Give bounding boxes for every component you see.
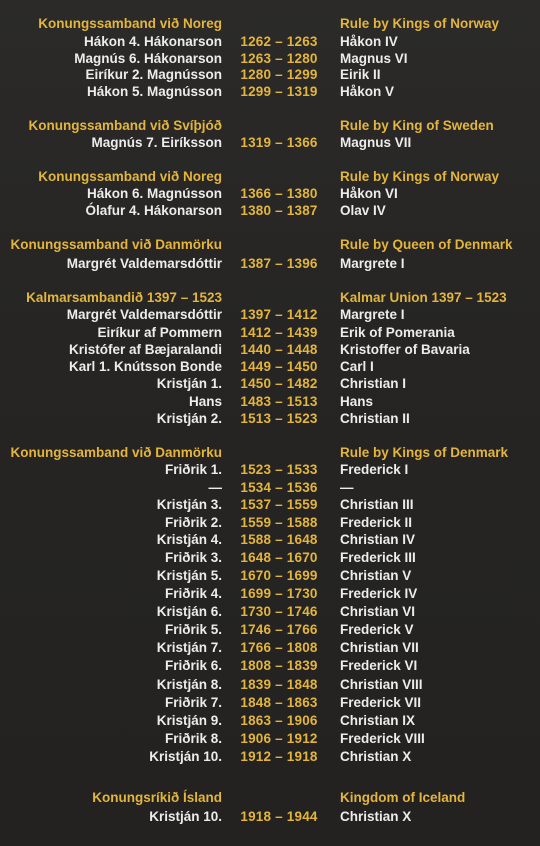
reign-years: 1387 – 1396 <box>240 256 318 271</box>
reign-years: 1483 – 1513 <box>240 394 318 409</box>
reign-years: 1808 – 1839 <box>240 658 318 673</box>
icelandic-name: Ólafur 4. Hákonarson <box>85 203 222 218</box>
monarch-row <box>0 186 540 204</box>
monarch-row <box>0 84 540 102</box>
reign-years: 1380 – 1387 <box>240 203 318 218</box>
english-name: Christian V <box>340 568 412 583</box>
reign-years: 1670 – 1699 <box>240 568 318 583</box>
monarch-row <box>0 342 540 360</box>
icelandic-name: Eiríkur 2. Magnússon <box>85 67 222 82</box>
english-name: Frederick VI <box>340 658 418 673</box>
section-title-icelandic: Konungssamband við Noreg <box>38 169 222 184</box>
english-name: Christian VIII <box>340 677 423 692</box>
english-name: Håkon V <box>340 84 395 99</box>
reign-years: 1863 – 1906 <box>240 713 318 728</box>
icelandic-name: Hákon 5. Magnússon <box>86 84 222 99</box>
english-name: Carl I <box>340 359 374 374</box>
english-name: Christian X <box>340 749 412 764</box>
english-name: Frederick II <box>340 515 413 530</box>
english-name: Christian VI <box>340 604 416 619</box>
monarch-row <box>0 695 540 713</box>
icelandic-name: Kristján 4. <box>156 532 222 547</box>
monarch-row <box>0 480 540 498</box>
english-name: Margrete I <box>340 256 405 271</box>
section-header <box>0 16 540 34</box>
english-name: Erik of Pomerania <box>340 325 455 340</box>
icelandic-name: Kristján 8. <box>156 677 222 692</box>
icelandic-name: Karl 1. Knútsson Bonde <box>68 359 222 374</box>
reign-years: 1449 – 1450 <box>240 359 318 374</box>
section-title-english: Rule by Queen of Denmark <box>340 237 513 252</box>
icelandic-name: Friðrik 4. <box>164 586 222 601</box>
reign-years: 1366 – 1380 <box>240 186 318 201</box>
monarch-row <box>0 359 540 377</box>
english-name: Christian III <box>340 497 414 512</box>
icelandic-name: Kristján 1. <box>156 376 222 391</box>
monarch-row <box>0 307 540 325</box>
icelandic-name: Margrét Valdemarsdóttir <box>66 307 222 322</box>
section-title-icelandic: Kalmarsambandið 1397 – 1523 <box>26 290 222 305</box>
reign-years: 1559 – 1588 <box>240 515 318 530</box>
section-title-english: Kingdom of Iceland <box>340 790 466 805</box>
icelandic-name: Kristján 3. <box>156 497 222 512</box>
monarch-row <box>0 640 540 658</box>
reign-years: 1534 – 1536 <box>240 480 318 495</box>
english-name: Eirik II <box>340 67 381 82</box>
monarch-row <box>0 550 540 568</box>
section-title-english: Rule by Kings of Norway <box>340 16 500 31</box>
monarch-row <box>0 411 540 429</box>
reign-years: 1412 – 1439 <box>240 325 318 340</box>
icelandic-name: Hans <box>188 394 222 409</box>
monarch-row <box>0 586 540 604</box>
section-title-icelandic: Konungssamband við Danmörku <box>10 445 222 460</box>
section-title-english: Rule by Kings of Norway <box>340 169 500 184</box>
english-name: Frederick V <box>340 622 414 637</box>
section-title-english: Rule by Kings of Denmark <box>340 445 509 460</box>
reign-years: 1648 – 1670 <box>240 550 318 565</box>
english-name: Christian VII <box>340 640 419 655</box>
icelandic-name: Kristófer af Bæjaralandi <box>68 342 222 357</box>
icelandic-name: Kristján 6. <box>156 604 222 619</box>
english-name: — <box>340 480 354 495</box>
reign-years: 1537 – 1559 <box>240 497 318 512</box>
english-name: Margrete I <box>340 307 405 322</box>
english-name: Christian I <box>340 376 407 391</box>
monarch-row <box>0 462 540 480</box>
icelandic-name: Kristján 10. <box>149 809 222 824</box>
monarch-row <box>0 135 540 153</box>
icelandic-name: Friðrik 7. <box>164 695 222 710</box>
monarch-row <box>0 532 540 550</box>
icelandic-name: — <box>208 480 222 495</box>
icelandic-name: Friðrik 2. <box>164 515 222 530</box>
monarch-row <box>0 34 540 52</box>
monarch-row <box>0 256 540 274</box>
english-name: Kristoffer of Bavaria <box>340 342 470 357</box>
reign-years: 1299 – 1319 <box>240 84 318 99</box>
english-name: Frederick IV <box>340 586 418 601</box>
monarch-row <box>0 677 540 695</box>
english-name: Frederick III <box>340 550 416 565</box>
icelandic-name: Hákon 6. Magnússon <box>86 186 222 201</box>
english-name: Magnus VI <box>340 51 408 66</box>
reign-years: 1746 – 1766 <box>240 622 318 637</box>
reign-years: 1912 – 1918 <box>240 749 318 764</box>
icelandic-name: Hákon 4. Hákonarson <box>83 34 222 49</box>
monarch-row <box>0 749 540 767</box>
reign-years: 1848 – 1863 <box>240 695 318 710</box>
section-title-icelandic: Konungssamband við Noreg <box>38 16 222 31</box>
icelandic-name: Friðrik 8. <box>164 731 222 746</box>
icelandic-name: Friðrik 1. <box>164 462 222 477</box>
monarch-row <box>0 325 540 343</box>
icelandic-name: Magnús 7. Eiríksson <box>91 135 222 150</box>
reign-years: 1730 – 1746 <box>240 604 318 619</box>
reign-years: 1839 – 1848 <box>240 677 318 692</box>
monarch-row <box>0 203 540 221</box>
monarch-row <box>0 497 540 515</box>
section-title-icelandic: Konungssamband við Danmörku <box>10 237 222 252</box>
monarch-row <box>0 809 540 827</box>
monarch-row <box>0 604 540 622</box>
reign-years: 1523 – 1533 <box>240 462 318 477</box>
icelandic-name: Magnús 6. Hákonarson <box>74 51 222 66</box>
monarch-row <box>0 731 540 749</box>
english-name: Christian X <box>340 809 412 824</box>
reign-years: 1450 – 1482 <box>240 376 318 391</box>
reign-years: 1906 – 1912 <box>240 731 318 746</box>
english-name: Frederick I <box>340 462 409 477</box>
icelandic-name: Friðrik 6. <box>164 658 222 673</box>
section-header <box>0 118 540 136</box>
english-name: Håkon VI <box>340 186 398 201</box>
monarch-row <box>0 67 540 85</box>
reign-years: 1263 – 1280 <box>240 51 318 66</box>
monarch-row <box>0 622 540 640</box>
english-name: Frederick VIII <box>340 731 425 746</box>
monarch-row <box>0 568 540 586</box>
english-name: Håkon IV <box>340 34 398 49</box>
english-name: Olav IV <box>340 203 386 218</box>
section-title-icelandic: Konungssamband við Svíþjóð <box>28 118 222 133</box>
section-header <box>0 290 540 308</box>
section-header <box>0 445 540 463</box>
monarch-row <box>0 515 540 533</box>
section-header <box>0 790 540 808</box>
icelandic-name: Kristján 9. <box>156 713 222 728</box>
english-name: Christian IV <box>340 532 416 547</box>
icelandic-name: Kristján 5. <box>156 568 222 583</box>
reign-years: 1262 – 1263 <box>240 34 318 49</box>
english-name: Magnus VII <box>340 135 412 150</box>
english-name: Hans <box>340 394 374 409</box>
english-name: Christian II <box>340 411 410 426</box>
icelandic-name: Eiríkur af Pommern <box>97 325 222 340</box>
english-name: Christian IX <box>340 713 416 728</box>
reign-years: 1319 – 1366 <box>240 135 318 150</box>
reign-years: 1588 – 1648 <box>240 532 318 547</box>
english-name: Frederick VII <box>340 695 422 710</box>
reign-years: 1440 – 1448 <box>240 342 318 357</box>
section-title-english: Rule by King of Sweden <box>340 118 494 133</box>
monarch-row <box>0 713 540 731</box>
reign-years: 1513 – 1523 <box>240 411 318 426</box>
icelandic-name: Margrét Valdemarsdóttir <box>66 256 222 271</box>
reign-years: 1280 – 1299 <box>240 67 318 82</box>
section-title-icelandic: Konungsríkið Ísland <box>92 790 222 805</box>
icelandic-name: Kristján 10. <box>149 749 222 764</box>
reign-years: 1766 – 1808 <box>240 640 318 655</box>
icelandic-name: Kristján 7. <box>156 640 222 655</box>
reign-years: 1918 – 1944 <box>240 809 318 824</box>
reign-years: 1397 – 1412 <box>240 307 318 322</box>
section-title-english: Kalmar Union 1397 – 1523 <box>340 290 507 305</box>
monarch-row <box>0 394 540 412</box>
reign-years: 1699 – 1730 <box>240 586 318 601</box>
icelandic-name: Friðrik 3. <box>164 550 222 565</box>
section-header <box>0 169 540 187</box>
monarch-row <box>0 658 540 676</box>
icelandic-name: Friðrik 5. <box>164 622 222 637</box>
section-header <box>0 237 540 255</box>
monarch-row <box>0 376 540 394</box>
icelandic-name: Kristján 2. <box>156 411 222 426</box>
